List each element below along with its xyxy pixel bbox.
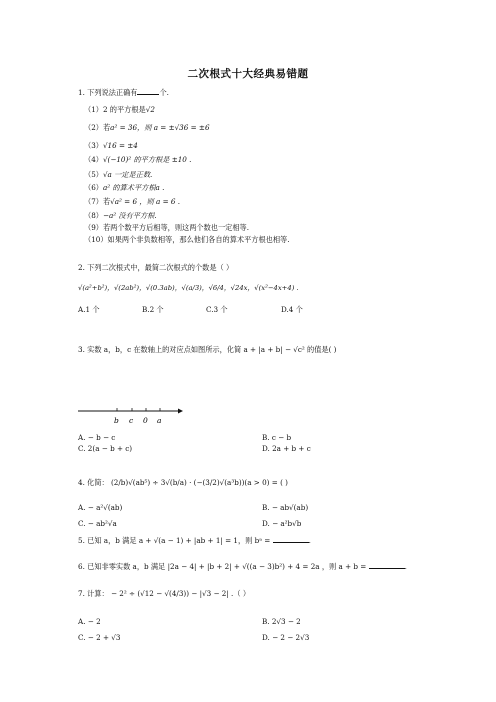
q3-option-d: D. 2a + b + c bbox=[262, 444, 311, 453]
q6-stem-text: 6. 已知非零实数 a，b 满足 |2a − 4| + |b + 2| + √((a − 3)b²) + 4 = 2a ，则 a + b = bbox=[78, 562, 367, 571]
q2-option-d: D.4 个 bbox=[281, 305, 303, 314]
q1-answer-blank bbox=[137, 87, 159, 95]
q1-item-5 bbox=[84, 170, 152, 180]
q7-option-d: D. − 2 − 2√3 bbox=[262, 633, 310, 642]
q1-item-7-text: （7）若 bbox=[84, 197, 111, 206]
q1-item-4 bbox=[84, 155, 191, 165]
q7-option-c: C. − 2 + √3 bbox=[78, 633, 121, 642]
number-line-label-a: a bbox=[157, 416, 162, 425]
q1-item-2 bbox=[84, 123, 210, 133]
q4-option-b: B. − ab√(ab) bbox=[262, 503, 309, 512]
q1-item-10 bbox=[84, 235, 290, 245]
q2-option-b: B.2 个 bbox=[142, 305, 164, 314]
q4-option-c: C. − ab²√a bbox=[78, 519, 117, 528]
number-line-label-b: b bbox=[114, 416, 119, 425]
q5-answer-blank bbox=[273, 535, 309, 543]
q1-item-1-text: （1）2 的平方根是 bbox=[84, 105, 146, 114]
q3-option-a: A. − b − c bbox=[78, 433, 116, 442]
q2-stem: 2. 下列二次根式中，最简二次根式的个数是（ ） bbox=[78, 263, 234, 272]
q7-option-b: B. 2√3 − 2 bbox=[262, 617, 301, 626]
q4-stem: 4. 化简： (2/b)√(ab⁵) ÷ 3√(b/a) · (−(3/2)√(a³b))(a > 0) = ( ) bbox=[78, 478, 288, 487]
number-line-figure bbox=[78, 406, 188, 432]
q2-radicals: √(a²+b²)，√(2ab²)，√(0.3ab)，√(a/3)，√6/4，√24x，√(x²−4x+4) . bbox=[78, 284, 299, 292]
q3-option-b: B. c − b bbox=[262, 433, 292, 442]
q1-item-4-math: √(−10)² 的平方根是 ±10 . bbox=[102, 155, 192, 164]
q1-item-3-text: （3） bbox=[84, 141, 103, 150]
q1-stem-post: 个. bbox=[159, 88, 169, 97]
q1-item-5-text: （5） bbox=[84, 170, 103, 179]
q1-item-9 bbox=[84, 223, 249, 233]
q4-option-d: D. − a²b√b bbox=[262, 519, 302, 528]
q6-stem bbox=[78, 561, 407, 572]
number-line-arrow bbox=[178, 409, 183, 414]
q1-item-1-math: √2 bbox=[145, 105, 155, 114]
q1-item-2-math: a² = 36，则 a = ±√36 = ±6 bbox=[110, 123, 210, 132]
q1-item-8-math: −a² 没有平方根. bbox=[102, 211, 157, 220]
page-title: 二次根式十大经典易错题 bbox=[187, 68, 309, 80]
q1-item-7 bbox=[84, 197, 180, 207]
q3-stem: 3. 实数 a，b，c 在数轴上的对应点如图所示，化简 a + |a + b| − √c² 的值是( ) bbox=[78, 345, 337, 354]
q4-option-a: A. − a²√(ab) bbox=[78, 503, 123, 512]
q1-item-2-text: （2）若 bbox=[84, 123, 111, 132]
q5-stem bbox=[78, 535, 311, 546]
q6-end: . bbox=[404, 562, 407, 571]
q1-item-10-text: （10）如果两个非负数相等，那么他们各自的算术平方根也相等. bbox=[84, 235, 290, 244]
q1-item-3-math: √16 = ±4 bbox=[102, 141, 138, 150]
q1-item-1 bbox=[84, 105, 155, 115]
q1-item-5-math: √a 一定是正数. bbox=[102, 170, 153, 179]
q1-item-8 bbox=[84, 211, 157, 221]
q5-end: . bbox=[308, 536, 311, 545]
q1-item-8-text: （8） bbox=[84, 211, 103, 220]
q1-item-4-text: （4） bbox=[84, 155, 103, 164]
q1-stem bbox=[78, 87, 169, 98]
q1-item-6 bbox=[84, 183, 164, 193]
q2-option-c: C.3 个 bbox=[206, 305, 228, 314]
number-line-label-0: 0 bbox=[143, 416, 148, 425]
q6-answer-blank bbox=[369, 561, 405, 569]
q1-item-9-text: （9）若两个数平方后相等，则这两个数也一定相等. bbox=[84, 223, 249, 232]
q1-item-6-math: a² 的算术平方根a . bbox=[102, 183, 165, 192]
number-line-label-c: c bbox=[129, 416, 134, 425]
q1-item-7-math: √a² = 6 ，则 a = 6 . bbox=[110, 197, 181, 206]
q2-option-a: A.1 个 bbox=[78, 305, 100, 314]
q7-stem: 7. 计算： − 2² ÷ (√12 − √(4/3)) − |√3 − 2| .（ ） bbox=[78, 589, 251, 598]
q7-option-a: A. − 2 bbox=[78, 617, 101, 626]
q1-item-3 bbox=[84, 141, 138, 151]
q3-option-c: C. 2(a − b + c) bbox=[78, 444, 133, 453]
q1-stem-pre: 1. 下列说法正确有 bbox=[78, 88, 138, 97]
q5-stem-text: 5. 已知 a，b 满足 a + √(a − 1) + |ab + 1| = 1，则 bᵃ = bbox=[78, 536, 271, 545]
q1-item-6-text: （6） bbox=[84, 183, 103, 192]
